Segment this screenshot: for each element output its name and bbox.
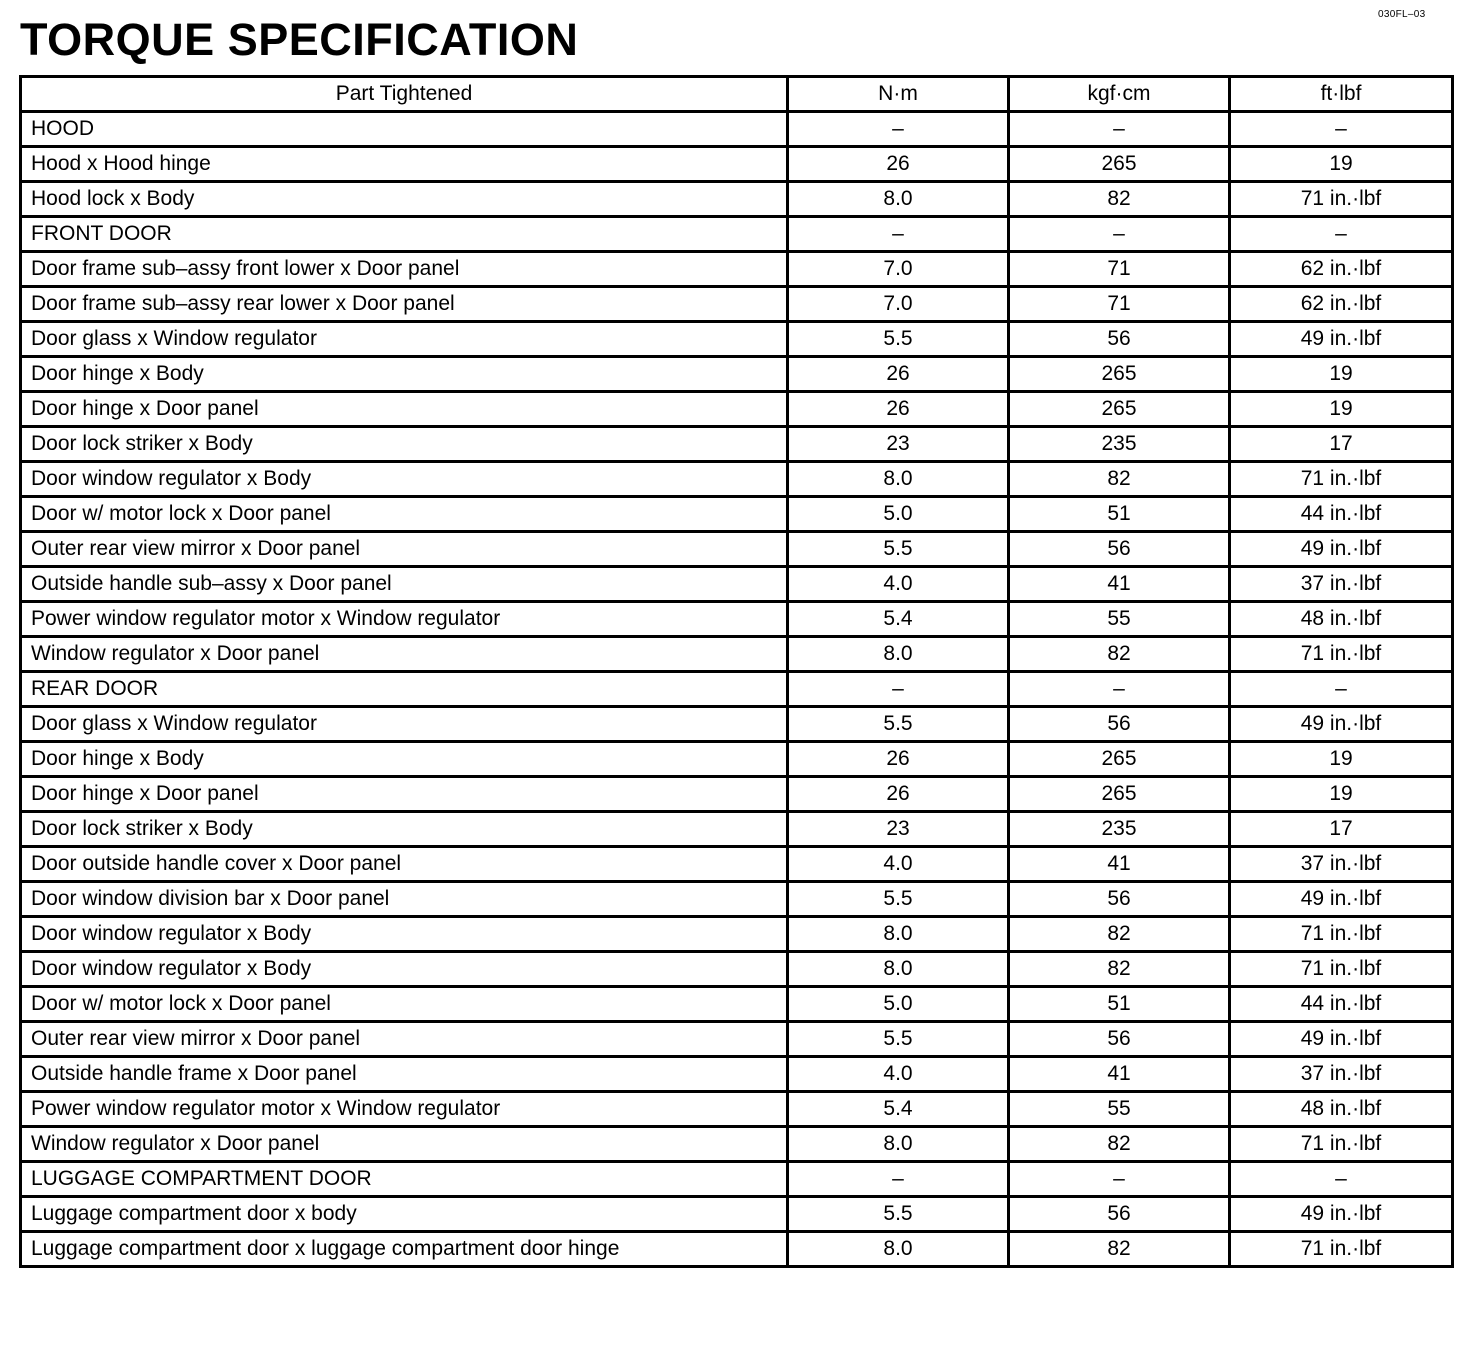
header-ft-lbf: ft·lbf — [1230, 77, 1453, 112]
cell-newton-meter: 26 — [788, 357, 1009, 392]
cell-part-tightened: Door frame sub–assy rear lower x Door panel — [21, 287, 788, 322]
cell-ft-lbf: 71 in.·lbf — [1230, 637, 1453, 672]
cell-ft-lbf: 49 in.·lbf — [1230, 322, 1453, 357]
cell-ft-lbf: 19 — [1230, 147, 1453, 182]
header-kgf-cm: kgf·cm — [1009, 77, 1230, 112]
table-row — [21, 742, 1453, 777]
cell-ft-lbf: 49 in.·lbf — [1230, 1197, 1453, 1232]
table-header-row — [21, 77, 1453, 112]
table-row — [21, 322, 1453, 357]
cell-newton-meter: – — [788, 112, 1009, 147]
table-row — [21, 952, 1453, 987]
section-header-row — [21, 217, 1453, 252]
cell-ft-lbf: – — [1230, 672, 1453, 707]
cell-ft-lbf: 49 in.·lbf — [1230, 882, 1453, 917]
cell-kgf-cm: 55 — [1009, 1092, 1230, 1127]
cell-part-tightened: Door w/ motor lock x Door panel — [21, 987, 788, 1022]
section-header-row — [21, 672, 1453, 707]
cell-newton-meter: 5.5 — [788, 532, 1009, 567]
table-row — [21, 532, 1453, 567]
cell-part-tightened: Door hinge x Body — [21, 357, 788, 392]
cell-newton-meter: 26 — [788, 777, 1009, 812]
cell-part-tightened: Door window regulator x Body — [21, 462, 788, 497]
cell-kgf-cm: 56 — [1009, 707, 1230, 742]
cell-newton-meter: 4.0 — [788, 567, 1009, 602]
cell-part-tightened: Door lock striker x Body — [21, 427, 788, 462]
cell-part-tightened: Outer rear view mirror x Door panel — [21, 532, 788, 567]
cell-newton-meter: 4.0 — [788, 1057, 1009, 1092]
cell-ft-lbf: 19 — [1230, 777, 1453, 812]
table-row — [21, 147, 1453, 182]
cell-newton-meter: – — [788, 1162, 1009, 1197]
cell-kgf-cm: 235 — [1009, 427, 1230, 462]
cell-kgf-cm: 71 — [1009, 252, 1230, 287]
cell-part-tightened: Door outside handle cover x Door panel — [21, 847, 788, 882]
cell-part-tightened: Power window regulator motor x Window regulator — [21, 1092, 788, 1127]
cell-ft-lbf: 37 in.·lbf — [1230, 567, 1453, 602]
cell-part-tightened: Door w/ motor lock x Door panel — [21, 497, 788, 532]
cell-newton-meter: 5.5 — [788, 1022, 1009, 1057]
cell-newton-meter: 8.0 — [788, 917, 1009, 952]
cell-kgf-cm: 56 — [1009, 882, 1230, 917]
cell-part-tightened: Outer rear view mirror x Door panel — [21, 1022, 788, 1057]
table-row — [21, 777, 1453, 812]
cell-part-tightened: Outside handle frame x Door panel — [21, 1057, 788, 1092]
cell-part-tightened: Luggage compartment door x body — [21, 1197, 788, 1232]
cell-newton-meter: 23 — [788, 427, 1009, 462]
table-row — [21, 567, 1453, 602]
cell-kgf-cm: 56 — [1009, 322, 1230, 357]
cell-part-tightened: HOOD — [21, 112, 788, 147]
cell-newton-meter: 5.5 — [788, 707, 1009, 742]
table-row — [21, 882, 1453, 917]
cell-ft-lbf: 19 — [1230, 742, 1453, 777]
cell-part-tightened: Window regulator x Door panel — [21, 1127, 788, 1162]
table-row — [21, 637, 1453, 672]
cell-part-tightened: REAR DOOR — [21, 672, 788, 707]
cell-newton-meter: 5.5 — [788, 322, 1009, 357]
cell-kgf-cm: 82 — [1009, 952, 1230, 987]
cell-newton-meter: 5.4 — [788, 602, 1009, 637]
cell-kgf-cm: 56 — [1009, 1022, 1230, 1057]
cell-kgf-cm: 265 — [1009, 147, 1230, 182]
cell-kgf-cm: 41 — [1009, 847, 1230, 882]
cell-ft-lbf: 62 in.·lbf — [1230, 287, 1453, 322]
cell-kgf-cm: 235 — [1009, 812, 1230, 847]
table-row — [21, 602, 1453, 637]
cell-ft-lbf: 71 in.·lbf — [1230, 182, 1453, 217]
table-row — [21, 1022, 1453, 1057]
cell-kgf-cm: 82 — [1009, 182, 1230, 217]
cell-part-tightened: Power window regulator motor x Window regulator — [21, 602, 788, 637]
cell-part-tightened: Door hinge x Door panel — [21, 392, 788, 427]
cell-ft-lbf: – — [1230, 112, 1453, 147]
table-row — [21, 1232, 1453, 1267]
cell-kgf-cm: 82 — [1009, 917, 1230, 952]
cell-part-tightened: Door window regulator x Body — [21, 952, 788, 987]
cell-part-tightened: Hood x Hood hinge — [21, 147, 788, 182]
cell-part-tightened: Window regulator x Door panel — [21, 637, 788, 672]
table-row — [21, 1057, 1453, 1092]
cell-ft-lbf: 71 in.·lbf — [1230, 917, 1453, 952]
cell-newton-meter: 7.0 — [788, 252, 1009, 287]
cell-kgf-cm: – — [1009, 672, 1230, 707]
cell-newton-meter: 8.0 — [788, 637, 1009, 672]
cell-ft-lbf: 19 — [1230, 392, 1453, 427]
cell-newton-meter: 23 — [788, 812, 1009, 847]
cell-part-tightened: Door lock striker x Body — [21, 812, 788, 847]
cell-ft-lbf: 48 in.·lbf — [1230, 602, 1453, 637]
cell-kgf-cm: 265 — [1009, 392, 1230, 427]
cell-ft-lbf: 37 in.·lbf — [1230, 847, 1453, 882]
cell-kgf-cm: 71 — [1009, 287, 1230, 322]
cell-ft-lbf: 71 in.·lbf — [1230, 462, 1453, 497]
cell-newton-meter: 8.0 — [788, 1232, 1009, 1267]
cell-ft-lbf: – — [1230, 1162, 1453, 1197]
cell-ft-lbf: 44 in.·lbf — [1230, 987, 1453, 1022]
cell-part-tightened: Outside handle sub–assy x Door panel — [21, 567, 788, 602]
cell-kgf-cm: 56 — [1009, 1197, 1230, 1232]
section-header-row — [21, 1162, 1453, 1197]
cell-newton-meter: – — [788, 672, 1009, 707]
cell-newton-meter: 8.0 — [788, 462, 1009, 497]
cell-newton-meter: 26 — [788, 742, 1009, 777]
table-row — [21, 1127, 1453, 1162]
table-row — [21, 1092, 1453, 1127]
table-row — [21, 917, 1453, 952]
cell-newton-meter: 5.4 — [788, 1092, 1009, 1127]
cell-ft-lbf: 62 in.·lbf — [1230, 252, 1453, 287]
cell-kgf-cm: 55 — [1009, 602, 1230, 637]
torque-specification-table — [19, 75, 1454, 1268]
cell-ft-lbf: – — [1230, 217, 1453, 252]
table-row — [21, 707, 1453, 742]
cell-ft-lbf: 44 in.·lbf — [1230, 497, 1453, 532]
cell-ft-lbf: 49 in.·lbf — [1230, 532, 1453, 567]
cell-part-tightened: Door glass x Window regulator — [21, 707, 788, 742]
cell-kgf-cm: – — [1009, 217, 1230, 252]
table-row — [21, 847, 1453, 882]
cell-newton-meter: 8.0 — [788, 952, 1009, 987]
cell-part-tightened: Hood lock x Body — [21, 182, 788, 217]
cell-part-tightened: Luggage compartment door x luggage compartment door hinge — [21, 1232, 788, 1267]
table-row — [21, 287, 1453, 322]
cell-part-tightened: Door frame sub–assy front lower x Door panel — [21, 252, 788, 287]
cell-kgf-cm: 265 — [1009, 357, 1230, 392]
table-row — [21, 182, 1453, 217]
table-body — [21, 112, 1453, 1267]
table-row — [21, 987, 1453, 1022]
section-header-row — [21, 112, 1453, 147]
cell-part-tightened: Door hinge x Body — [21, 742, 788, 777]
cell-kgf-cm: – — [1009, 112, 1230, 147]
cell-newton-meter: 5.0 — [788, 987, 1009, 1022]
cell-kgf-cm: 41 — [1009, 567, 1230, 602]
cell-kgf-cm: 51 — [1009, 497, 1230, 532]
cell-newton-meter: 26 — [788, 147, 1009, 182]
cell-kgf-cm: – — [1009, 1162, 1230, 1197]
cell-ft-lbf: 17 — [1230, 812, 1453, 847]
cell-newton-meter: 8.0 — [788, 182, 1009, 217]
table-row — [21, 462, 1453, 497]
table-row — [21, 1197, 1453, 1232]
cell-part-tightened: Door hinge x Door panel — [21, 777, 788, 812]
cell-newton-meter: 4.0 — [788, 847, 1009, 882]
table-row — [21, 427, 1453, 462]
cell-newton-meter: 26 — [788, 392, 1009, 427]
page-title: TORQUE SPECIFICATION — [20, 14, 579, 65]
cell-ft-lbf: 37 in.·lbf — [1230, 1057, 1453, 1092]
cell-kgf-cm: 265 — [1009, 742, 1230, 777]
cell-part-tightened: Door window division bar x Door panel — [21, 882, 788, 917]
cell-part-tightened: Door window regulator x Body — [21, 917, 788, 952]
table-row — [21, 497, 1453, 532]
cell-kgf-cm: 82 — [1009, 462, 1230, 497]
cell-newton-meter: 5.5 — [788, 1197, 1009, 1232]
cell-newton-meter: 5.0 — [788, 497, 1009, 532]
cell-ft-lbf: 49 in.·lbf — [1230, 707, 1453, 742]
cell-kgf-cm: 265 — [1009, 777, 1230, 812]
cell-ft-lbf: 19 — [1230, 357, 1453, 392]
header-newton-meter: N·m — [788, 77, 1009, 112]
cell-newton-meter: 8.0 — [788, 1127, 1009, 1162]
cell-newton-meter: 7.0 — [788, 287, 1009, 322]
cell-ft-lbf: 71 in.·lbf — [1230, 952, 1453, 987]
cell-kgf-cm: 82 — [1009, 1232, 1230, 1267]
cell-ft-lbf: 49 in.·lbf — [1230, 1022, 1453, 1057]
cell-kgf-cm: 82 — [1009, 1127, 1230, 1162]
document-code: 030FL–03 — [1378, 9, 1426, 20]
cell-kgf-cm: 51 — [1009, 987, 1230, 1022]
cell-ft-lbf: 71 in.·lbf — [1230, 1232, 1453, 1267]
cell-ft-lbf: 48 in.·lbf — [1230, 1092, 1453, 1127]
cell-kgf-cm: 41 — [1009, 1057, 1230, 1092]
cell-part-tightened: Door glass x Window regulator — [21, 322, 788, 357]
cell-part-tightened: LUGGAGE COMPARTMENT DOOR — [21, 1162, 788, 1197]
cell-ft-lbf: 71 in.·lbf — [1230, 1127, 1453, 1162]
cell-newton-meter: – — [788, 217, 1009, 252]
cell-ft-lbf: 17 — [1230, 427, 1453, 462]
header-part-tightened: Part Tightened — [21, 77, 788, 112]
cell-kgf-cm: 56 — [1009, 532, 1230, 567]
table-row — [21, 812, 1453, 847]
cell-kgf-cm: 82 — [1009, 637, 1230, 672]
cell-part-tightened: FRONT DOOR — [21, 217, 788, 252]
table-row — [21, 357, 1453, 392]
cell-newton-meter: 5.5 — [788, 882, 1009, 917]
table-row — [21, 392, 1453, 427]
table-row — [21, 252, 1453, 287]
